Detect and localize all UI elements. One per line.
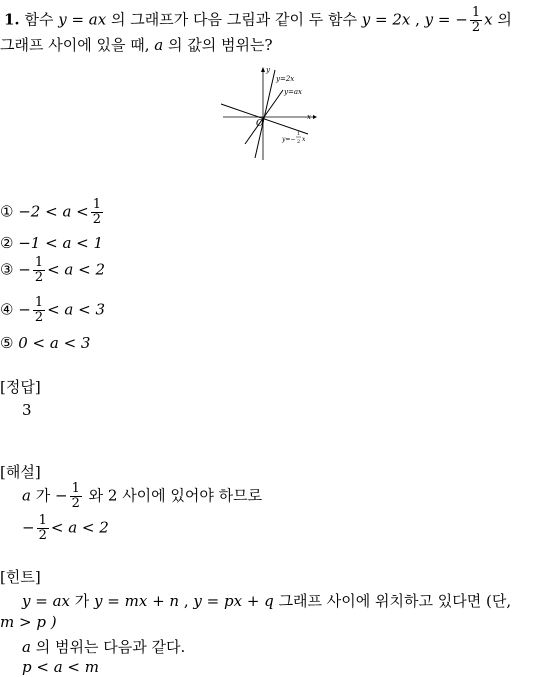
line-y-2x — [255, 70, 275, 158]
question-text: 의 — [497, 10, 512, 29]
explanation-text: 와 2 사이에 있어야 하므로 — [88, 486, 263, 505]
choice-mark: ③ — [0, 260, 14, 279]
hint-text: 가 — [74, 592, 90, 610]
choice-text: < a < 3 — [47, 300, 106, 319]
choice-mark: ① — [0, 202, 14, 221]
variable: a — [154, 36, 164, 54]
label-half-den: 2 — [297, 139, 301, 145]
explanation-line-2 — [22, 514, 109, 543]
question-text: 그래프 사이에 있을 때, — [0, 36, 150, 54]
equation: x — [484, 10, 493, 29]
label-origin: O — [256, 119, 264, 129]
label-half-left: y=− — [282, 136, 296, 143]
choice-text: −1 < a < 1 — [18, 234, 104, 252]
equation: y = mx + n — [94, 592, 180, 610]
fraction: $\frac{1}{2}$ — [34, 255, 44, 285]
question-line-1 — [4, 6, 512, 35]
fraction: $\frac{1}{2}$ — [34, 295, 44, 325]
hint-line-1 — [22, 590, 511, 611]
separator: , — [183, 592, 189, 610]
label-half-num: 1 — [297, 131, 301, 137]
variable: a — [22, 486, 31, 505]
label-y-2x: y=2x — [276, 75, 295, 83]
choice-2[interactable] — [0, 234, 103, 252]
choice-text: −2 < a < — [18, 202, 89, 221]
hint-text: 의 범위는 다음과 같다. — [35, 638, 186, 656]
choice-text: − — [18, 300, 31, 319]
choice-text: 0 < a < 3 — [18, 334, 91, 352]
hint-text: 그래프 사이에 위치하고 있다면 (단, — [278, 592, 512, 610]
label-y-axis: y — [266, 66, 270, 74]
hint-header: [힌트] — [0, 568, 41, 586]
choice-4[interactable] — [0, 296, 105, 325]
choice-text: < a < 2 — [47, 260, 106, 279]
line-y-neg-half-x — [221, 104, 308, 134]
answer-header: [정답] — [0, 378, 41, 396]
separator: , — [415, 10, 420, 29]
hint-line-3 — [22, 636, 185, 657]
fraction: $\frac{1}{2}$ — [92, 197, 102, 227]
explanation-text: − — [22, 518, 35, 537]
question-text: 의 값의 범위는? — [168, 36, 273, 54]
hint-line-2: m > p ) — [0, 613, 57, 631]
explanation-header: [해설] — [0, 463, 41, 481]
choice-3[interactable] — [0, 256, 105, 285]
choice-5[interactable] — [0, 334, 90, 352]
choice-1[interactable] — [0, 198, 105, 227]
label-x-axis: x — [307, 113, 311, 121]
y-axis-arrow — [261, 67, 265, 72]
variable: a — [22, 638, 31, 656]
explanation-text: < a < 2 — [50, 518, 109, 537]
fraction: $\frac{1}{2}$ — [471, 5, 481, 35]
label-y-ax: y=ax — [284, 88, 302, 96]
answer-value: 3 — [22, 401, 32, 419]
equation: y = ax — [58, 10, 107, 29]
question-text: 함수 — [24, 10, 54, 29]
fraction: $\frac{1}{2}$ — [71, 481, 80, 511]
hint-line-4: p < a < m — [22, 658, 99, 676]
equation: y = − — [424, 10, 468, 29]
question-number: 1. — [4, 10, 20, 29]
question-text: 의 그래프가 다음 그림과 같이 두 함수 — [110, 10, 357, 29]
choice-mark: ④ — [0, 300, 14, 319]
choice-text: − — [18, 260, 31, 279]
equation: y = ax — [22, 592, 70, 610]
question-line-2 — [0, 34, 273, 55]
graph-figure — [218, 62, 318, 162]
label-half-right: x — [302, 136, 306, 143]
choice-mark: ⑤ — [0, 334, 14, 352]
equation: y = 2x — [361, 10, 411, 29]
explanation-text: 가 − — [35, 486, 68, 505]
fraction: $\frac{1}{2}$ — [38, 513, 47, 543]
equation: y = px + q — [193, 592, 274, 610]
choice-mark: ② — [0, 234, 14, 252]
explanation-line-1 — [22, 482, 262, 511]
x-axis-arrow — [313, 115, 317, 119]
